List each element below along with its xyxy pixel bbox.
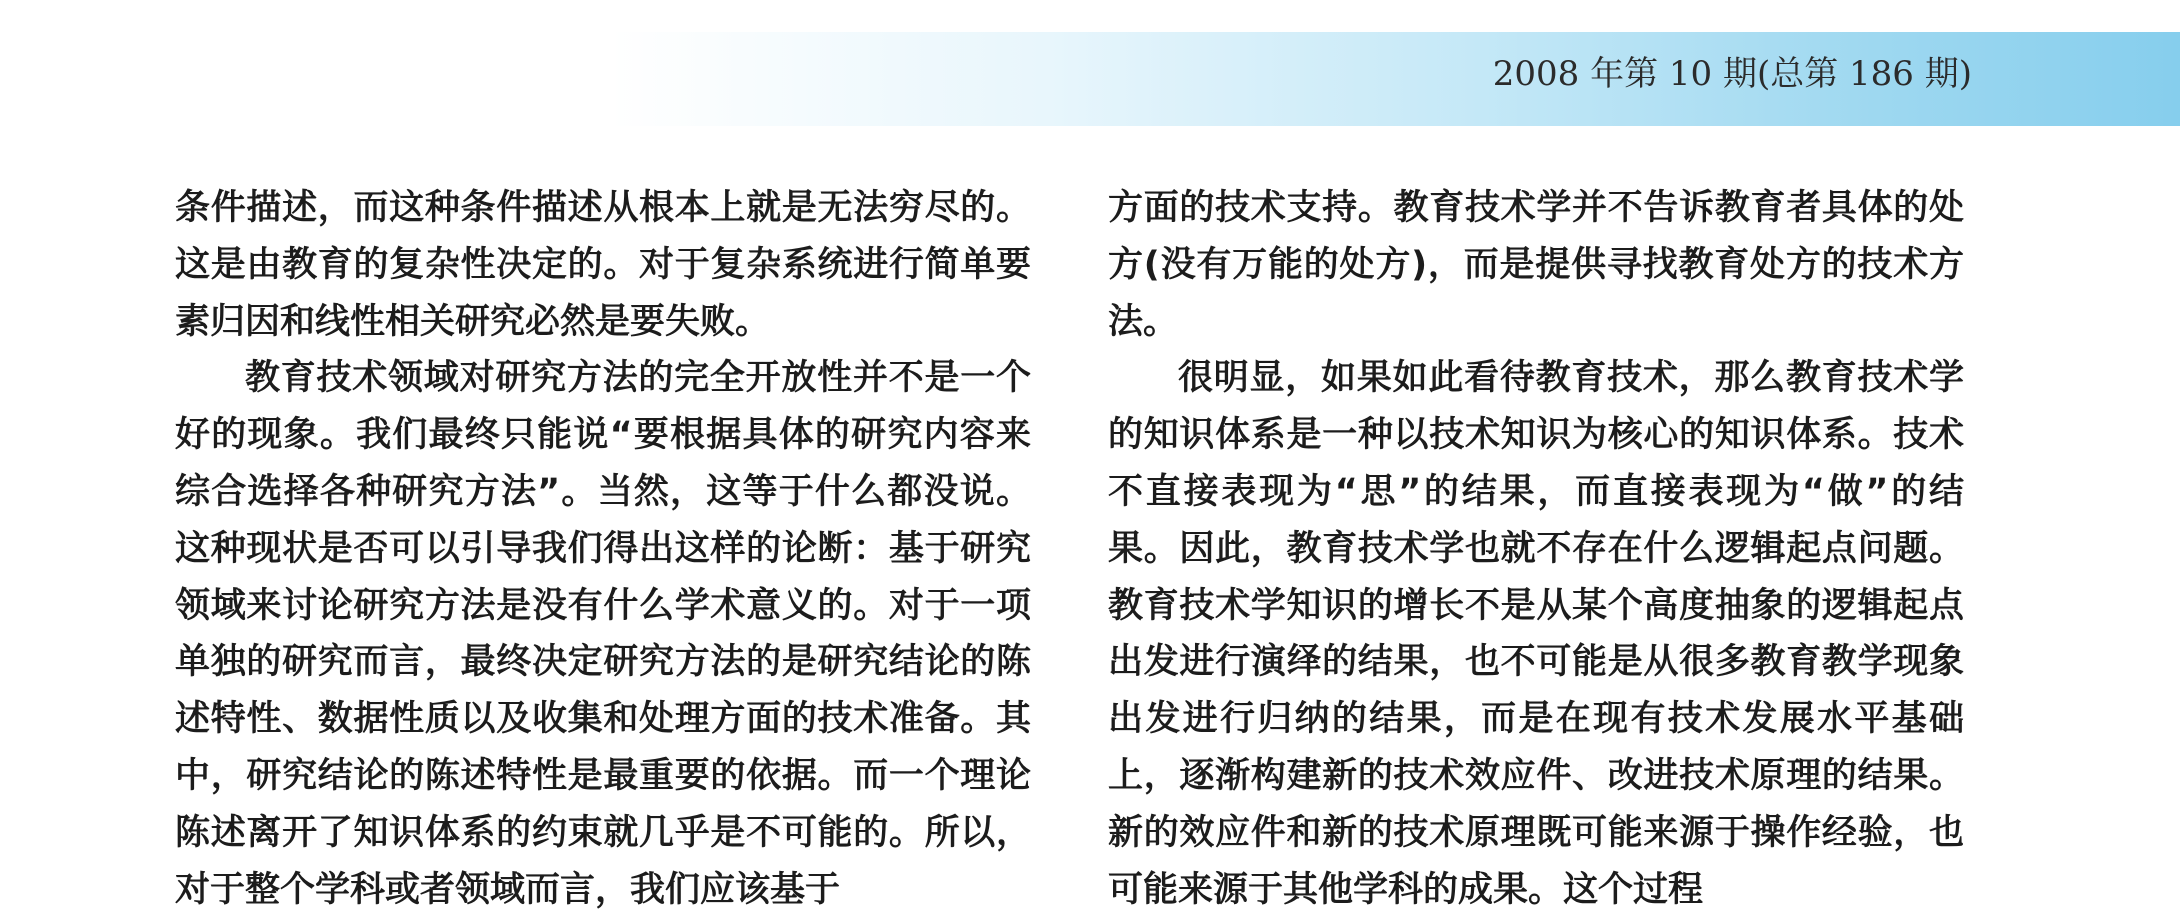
issue-number-label: 2008 年第 10 期(总第 186 期) [1492,54,1972,94]
paragraph: 很明显，如果如此看待教育技术，那么教育技术学的知识体系是一种以技术知识为核心的知识体系。技术不直接表现为“思”的结果，而直接表现为“做”的结果。因此，教育技术学也就不存在什么逻辑起点问题。教育技术学知识的增长不是从某个高度抽象的逻辑起点出发进行演绎的结果，也不可能是从很多教育教学现象出发进行归纳的结果，而是在现有技术发展水平基础上，逐渐构建新的技术效应件、改进技术原理的结果。新的效应件和新的技术原理既可能来源于操作经验，也可能来源于其他学科的成果。这个过程 [1108,358,1964,910]
text-column-right [1108,180,1964,918]
paragraph: 教育技术领域对研究方法的完全开放性并不是一个好的现象。我们最终只能说“要根据具体的研究内容来综合选择各种研究方法”。当然，这等于什么都没说。这种现状是否可以引导我们得出这样的论断：基于研究领域来讨论研究方法是没有什么学术意义的。对于一项单独的研究而言，最终决定研究方法的是研究结论的陈述特性、数据性质以及收集和处理方面的技术准备。其中，研究结论的陈述特性是最重要的依据。而一个理论陈述离开了知识体系的约束就几乎是不可能的。所以，对于整个学科或者领域而言，我们应该基于 [175,358,1031,910]
paragraph: 条件描述，而这种条件描述从根本上就是无法穷尽的。这是由教育的复杂性决定的。对于复杂系统进行简单要素归因和线性相关研究必然是要失败。 [175,188,1031,342]
paragraph: 方面的技术支持。教育技术学并不告诉教育者具体的处方(没有万能的处方)，而是提供寻找教育处方的技术方法。 [1108,188,1964,342]
text-column-left [175,180,1031,918]
